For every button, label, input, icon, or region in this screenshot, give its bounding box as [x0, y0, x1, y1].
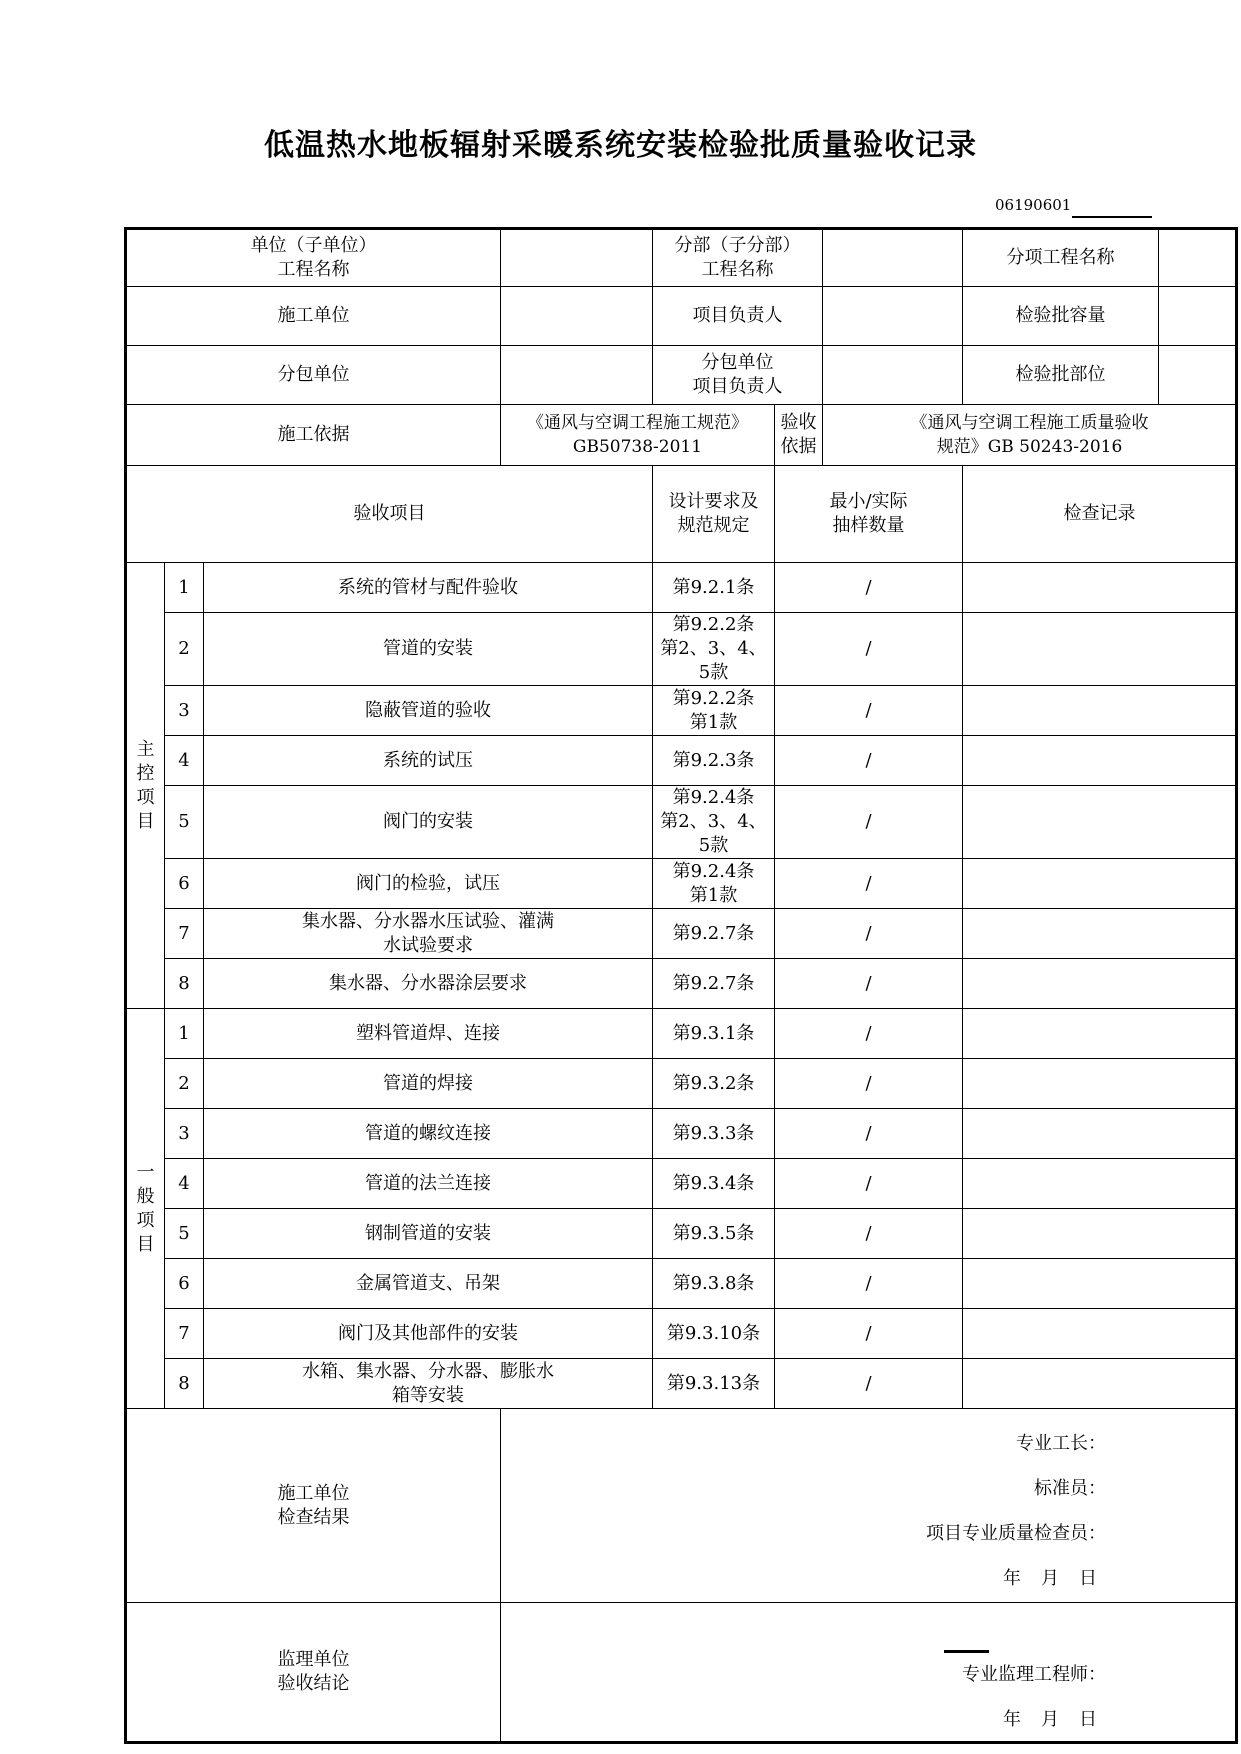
item-sample-count[interactable]: /: [775, 1209, 963, 1259]
form-number: [995, 196, 1071, 214]
item-name: 阀门的检验，试压: [204, 859, 653, 909]
item-number: 2: [165, 613, 204, 686]
item-check-record[interactable]: [963, 1059, 1237, 1109]
item-check-record[interactable]: [963, 1159, 1237, 1209]
general-item-row: [126, 1109, 1237, 1159]
item-sample-count[interactable]: /: [775, 1009, 963, 1059]
main-item-row: [126, 859, 1237, 909]
item-number: 5: [165, 786, 204, 859]
subitem-name-label: 分项工程名称: [963, 229, 1159, 287]
item-check-record[interactable]: [963, 786, 1237, 859]
item-check-record[interactable]: [963, 686, 1237, 736]
item-requirement-ref: 第9.2.4条 第2、3、4、5款: [653, 786, 775, 859]
item-name: 集水器、分水器涂层要求: [204, 959, 653, 1009]
item-name: 系统的试压: [204, 736, 653, 786]
item-check-record[interactable]: [963, 1359, 1237, 1409]
item-number: 3: [165, 1109, 204, 1159]
item-sample-count[interactable]: /: [775, 1359, 963, 1409]
general-item-row: [126, 1159, 1237, 1209]
main-section-label: 主 控 项 目: [126, 563, 165, 1009]
subdivision-name-label: 分部（子分部） 工程名称: [653, 229, 823, 287]
item-name: 集水器、分水器水压试验、灌满 水试验要求: [204, 909, 653, 959]
col-header-item: 验收项目: [126, 466, 653, 563]
item-name: 塑料管道焊、连接: [204, 1009, 653, 1059]
construction-result-label: 施工单位 检查结果: [126, 1409, 501, 1603]
main-item-row: [126, 786, 1237, 859]
item-sample-count[interactable]: /: [775, 1309, 963, 1359]
general-item-row: [126, 1359, 1237, 1409]
item-number: 4: [165, 736, 204, 786]
general-item-row: [126, 1009, 1237, 1059]
header-row-2: [126, 287, 1237, 346]
subcontractor-field[interactable]: [501, 346, 653, 405]
construction-basis-value: 《通风与空调工程施工规范》GB50738-2011: [501, 405, 775, 466]
item-requirement-ref: 第9.3.2条: [653, 1059, 775, 1109]
batch-location-field[interactable]: [1159, 346, 1237, 405]
item-requirement-ref: 第9.2.1条: [653, 563, 775, 613]
column-header-row: [126, 466, 1237, 563]
item-requirement-ref: 第9.3.3条: [653, 1109, 775, 1159]
item-check-record[interactable]: [963, 1259, 1237, 1309]
item-check-record[interactable]: [963, 1309, 1237, 1359]
col-header-record: [963, 466, 1237, 563]
item-check-record[interactable]: [963, 613, 1237, 686]
item-sample-count[interactable]: /: [775, 613, 963, 686]
item-name: 水箱、集水器、分水器、膨胀水 箱等安装: [204, 1359, 653, 1409]
item-number: 4: [165, 1159, 204, 1209]
item-requirement-ref: 第9.2.4条 第1款: [653, 859, 775, 909]
item-number: 8: [165, 1359, 204, 1409]
item-name: 阀门及其他部件的安装: [204, 1309, 653, 1359]
item-check-record[interactable]: [963, 859, 1237, 909]
subcontractor-manager-label: 分包单位 项目负责人: [653, 346, 823, 405]
unit-name-field[interactable]: [501, 229, 653, 287]
item-sample-count[interactable]: /: [775, 1159, 963, 1209]
item-sample-count[interactable]: /: [775, 959, 963, 1009]
item-requirement-ref: 第9.2.7条: [653, 909, 775, 959]
main-item-row: [126, 909, 1237, 959]
supervision-engineer-label: 专业监理工程师：: [962, 1664, 1106, 1685]
item-sample-count[interactable]: /: [775, 909, 963, 959]
subcontractor-label: 分包单位: [126, 346, 501, 405]
main-item-row: [126, 686, 1237, 736]
handwritten-dash-mark: [944, 1650, 989, 1653]
page-title: 低温热水地板辐射采暖系统安装检验批质量验收记录: [264, 128, 977, 163]
item-check-record[interactable]: [963, 1009, 1237, 1059]
batch-capacity-field[interactable]: [1159, 287, 1237, 346]
item-check-record[interactable]: [963, 909, 1237, 959]
form-body: [126, 229, 1237, 1409]
item-sample-count[interactable]: /: [775, 686, 963, 736]
foreman-label: 专业工长：: [1016, 1433, 1106, 1454]
main-item-row: [126, 613, 1237, 686]
general-item-row: [126, 1259, 1237, 1309]
subitem-name-field[interactable]: [1159, 229, 1237, 287]
item-sample-count[interactable]: /: [775, 1109, 963, 1159]
general-item-row: [126, 1309, 1237, 1359]
supervision-conclusion-row: [126, 1603, 1237, 1743]
item-requirement-ref: 第9.3.4条: [653, 1159, 775, 1209]
item-check-record[interactable]: [963, 1109, 1237, 1159]
item-name: 管道的安装: [204, 613, 653, 686]
acceptance-basis-value: 《通风与空调工程施工质量验收 规范》GB 50243-2016: [823, 405, 1237, 466]
item-requirement-ref: 第9.2.2条 第1款: [653, 686, 775, 736]
general-item-row: [126, 1059, 1237, 1109]
item-number: 7: [165, 1309, 204, 1359]
item-name: 管道的焊接: [204, 1059, 653, 1109]
supervision-conclusion-date: 年 月 日: [1003, 1709, 1098, 1730]
item-name: 系统的管材与配件验收: [204, 563, 653, 613]
item-number: 6: [165, 1259, 204, 1309]
subcontractor-manager-field[interactable]: [823, 346, 963, 405]
form-number-underline: [1072, 216, 1152, 218]
constructor-field[interactable]: [501, 287, 653, 346]
standard-officer-label: 标准员：: [1034, 1478, 1106, 1499]
item-requirement-ref: 第9.3.10条: [653, 1309, 775, 1359]
item-requirement-ref: 第9.2.2条 第2、3、4、5款: [653, 613, 775, 686]
item-requirement-ref: 第9.3.1条: [653, 1009, 775, 1059]
item-requirement-ref: 第9.3.5条: [653, 1209, 775, 1259]
project-manager-field[interactable]: [823, 287, 963, 346]
project-manager-label: 项目负责人: [653, 287, 823, 346]
main-item-row: [126, 563, 1237, 613]
item-sample-count[interactable]: /: [775, 859, 963, 909]
item-requirement-ref: 第9.3.8条: [653, 1259, 775, 1309]
general-item-row: [126, 1209, 1237, 1259]
header-row-4: [126, 405, 1237, 466]
supervision-conclusion-signature-area[interactable]: [501, 1603, 1237, 1743]
item-check-record[interactable]: [963, 959, 1237, 1009]
signature-body: [126, 1409, 1237, 1743]
quality-inspector-label: 项目专业质量检查员：: [926, 1523, 1106, 1544]
item-name: 钢制管道的安装: [204, 1209, 653, 1259]
item-number: 8: [165, 959, 204, 1009]
construction-result-row: [126, 1409, 1237, 1603]
construction-result-signature-area[interactable]: [501, 1409, 1237, 1603]
item-name: 金属管道支、吊架: [204, 1259, 653, 1309]
item-sample-count[interactable]: /: [775, 563, 963, 613]
header-row-3: [126, 346, 1237, 405]
main-item-row: [126, 959, 1237, 1009]
batch-location-label: 检验批部位: [963, 346, 1159, 405]
subdivision-name-field[interactable]: [823, 229, 963, 287]
item-requirement-ref: 第9.3.13条: [653, 1359, 775, 1409]
item-number: 1: [165, 1009, 204, 1059]
item-requirement-ref: 第9.2.3条: [653, 736, 775, 786]
item-number: 3: [165, 686, 204, 736]
item-name: 隐蔽管道的验收: [204, 686, 653, 736]
construction-basis-label: 施工依据: [126, 405, 501, 466]
constructor-label: 施工单位: [126, 287, 501, 346]
item-check-record[interactable]: [963, 563, 1237, 613]
supervision-conclusion-label: 监理单位 验收结论: [126, 1603, 501, 1743]
item-sample-count[interactable]: /: [775, 736, 963, 786]
acceptance-basis-label: 验收依据: [775, 405, 823, 466]
item-number: 2: [165, 1059, 204, 1109]
item-name: 管道的法兰连接: [204, 1159, 653, 1209]
item-sample-count[interactable]: /: [775, 786, 963, 859]
item-number: 7: [165, 909, 204, 959]
construction-result-date: 年 月 日: [1003, 1568, 1098, 1589]
header-row-1: [126, 229, 1237, 287]
main-item-row: [126, 736, 1237, 786]
item-check-record[interactable]: [963, 736, 1237, 786]
item-number: 1: [165, 563, 204, 613]
item-name: 管道的螺纹连接: [204, 1109, 653, 1159]
item-requirement-ref: 第9.2.7条: [653, 959, 775, 1009]
inspection-form-table: [124, 227, 1238, 1744]
item-number: 6: [165, 859, 204, 909]
item-name: 阀门的安装: [204, 786, 653, 859]
form-number-value: 06190601: [995, 196, 1072, 214]
general-section-label: 一 般 项 目: [126, 1009, 165, 1409]
batch-capacity-label: 检验批容量: [963, 287, 1159, 346]
unit-name-label: 单位（子单位） 工程名称: [126, 229, 501, 287]
col-header-sample: 最小/实际 抽样数量: [775, 466, 963, 563]
col-header-record-label: 检查记录: [1063, 503, 1136, 524]
item-check-record[interactable]: [963, 1209, 1237, 1259]
item-number: 5: [165, 1209, 204, 1259]
item-sample-count[interactable]: /: [775, 1259, 963, 1309]
item-sample-count[interactable]: /: [775, 1059, 963, 1109]
col-header-requirement: 设计要求及 规范规定: [653, 466, 775, 563]
